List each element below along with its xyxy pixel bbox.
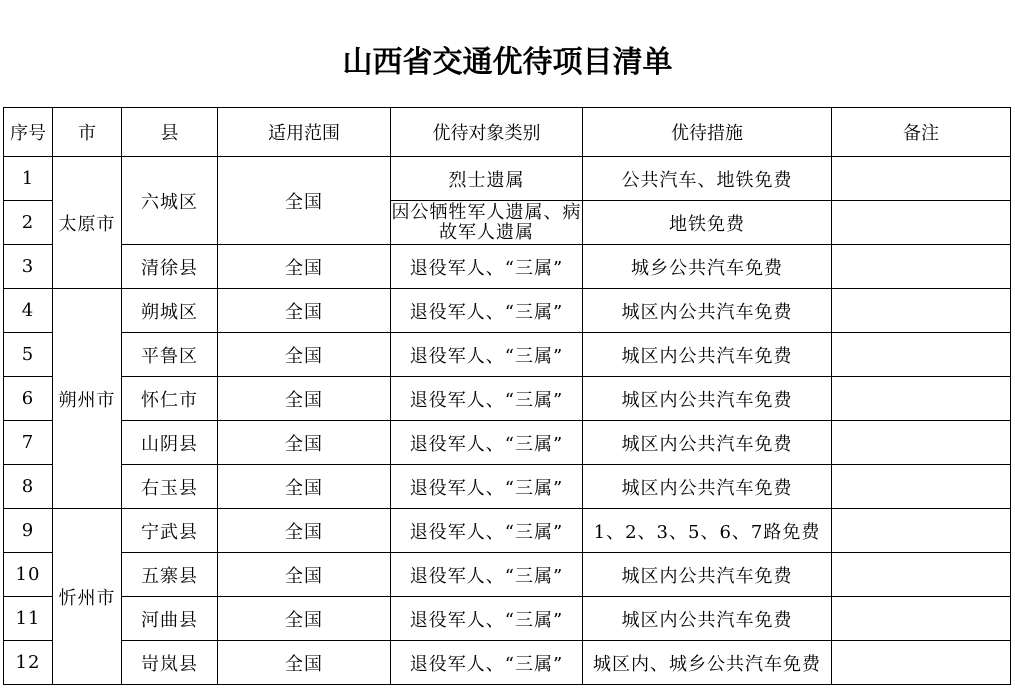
page-title: 山西省交通优待项目清单 <box>342 45 673 80</box>
scope-cell: 全国 <box>218 421 391 465</box>
table-row <box>4 553 1011 597</box>
note-cell <box>832 201 1011 245</box>
target-cell: 退役军人、“三属” <box>391 333 583 377</box>
target-cell: 退役军人、“三属” <box>391 553 583 597</box>
measure-cell: 城区内公共汽车免费 <box>583 333 832 377</box>
county-cell: 平鲁区 <box>122 333 218 377</box>
table-row <box>4 597 1011 641</box>
note-cell <box>832 157 1011 201</box>
county-cell: 清徐县 <box>122 245 218 289</box>
table-row <box>4 421 1011 465</box>
note-cell <box>832 465 1011 509</box>
county-cell: 六城区 <box>122 157 218 245</box>
measure-cell: 城区内公共汽车免费 <box>583 465 832 509</box>
benefits-table <box>3 107 1011 685</box>
target-cell: 退役军人、“三属” <box>391 377 583 421</box>
row-no: 9 <box>4 509 53 553</box>
row-no: 2 <box>4 201 53 245</box>
scope-cell: 全国 <box>218 377 391 421</box>
measure-cell: 城区内公共汽车免费 <box>583 377 832 421</box>
table-row <box>4 333 1011 377</box>
scope-cell: 全国 <box>218 465 391 509</box>
header-note: 备注 <box>832 108 1011 157</box>
target-cell: 退役军人、“三属” <box>391 245 583 289</box>
city-cell: 朔州市 <box>53 289 122 509</box>
header-city: 市 <box>53 108 122 157</box>
scope-cell: 全国 <box>218 597 391 641</box>
county-cell: 朔城区 <box>122 289 218 333</box>
target-cell: 因公牺牲军人遗属、病故军人遗属 <box>391 201 582 243</box>
row-no: 6 <box>4 377 53 421</box>
row-no: 5 <box>4 333 53 377</box>
note-cell <box>832 641 1011 685</box>
row-no: 8 <box>4 465 53 509</box>
county-cell: 河曲县 <box>122 597 218 641</box>
target-cell: 烈士遗属 <box>391 157 583 201</box>
city-cell: 忻州市 <box>53 509 122 685</box>
header-no: 序号 <box>4 108 53 157</box>
table-header-row <box>4 108 1011 157</box>
county-cell: 右玉县 <box>122 465 218 509</box>
scope-cell: 全国 <box>218 333 391 377</box>
row-no: 4 <box>4 289 53 333</box>
table-row <box>4 509 1011 553</box>
table-row <box>4 157 1011 201</box>
note-cell <box>832 421 1011 465</box>
measure-cell: 城区内公共汽车免费 <box>583 289 832 333</box>
measure-cell: 城区内公共汽车免费 <box>583 553 832 597</box>
row-no: 10 <box>4 553 53 597</box>
target-cell: 退役军人、“三属” <box>391 421 583 465</box>
header-county: 县 <box>122 108 218 157</box>
county-cell: 岢岚县 <box>122 641 218 685</box>
row-no: 12 <box>4 641 53 685</box>
county-cell: 山阴县 <box>122 421 218 465</box>
note-cell <box>832 333 1011 377</box>
scope-cell: 全国 <box>218 245 391 289</box>
measure-cell: 地铁免费 <box>583 201 832 245</box>
note-cell <box>832 553 1011 597</box>
row-no: 1 <box>4 157 53 201</box>
table-row <box>4 245 1011 289</box>
county-cell: 宁武县 <box>122 509 218 553</box>
measure-cell: 公共汽车、地铁免费 <box>583 157 832 201</box>
note-cell <box>832 289 1011 333</box>
note-cell <box>832 245 1011 289</box>
county-cell: 怀仁市 <box>122 377 218 421</box>
table-row <box>4 289 1011 333</box>
table-row <box>4 377 1011 421</box>
scope-cell: 全国 <box>218 289 391 333</box>
measure-cell: 城区内公共汽车免费 <box>583 597 832 641</box>
target-cell: 退役军人、“三属” <box>391 289 583 333</box>
target-cell: 退役军人、“三属” <box>391 641 583 685</box>
target-cell: 退役军人、“三属” <box>391 465 583 509</box>
measure-cell: 城乡公共汽车免费 <box>583 245 832 289</box>
measure-cell: 城区内公共汽车免费 <box>583 421 832 465</box>
measure-cell: 城区内、城乡公共汽车免费 <box>583 641 832 685</box>
note-cell <box>832 509 1011 553</box>
target-cell: 退役军人、“三属” <box>391 597 583 641</box>
scope-cell: 全国 <box>218 553 391 597</box>
scope-cell: 全国 <box>218 641 391 685</box>
note-cell <box>832 597 1011 641</box>
table-row <box>4 465 1011 509</box>
row-no: 7 <box>4 421 53 465</box>
county-cell: 五寨县 <box>122 553 218 597</box>
note-cell <box>832 377 1011 421</box>
scope-cell: 全国 <box>218 157 391 245</box>
target-cell: 退役军人、“三属” <box>391 509 583 553</box>
measure-cell: 1、2、3、5、6、7路免费 <box>583 509 832 553</box>
header-scope: 适用范围 <box>218 108 391 157</box>
row-no: 3 <box>4 245 53 289</box>
header-target: 优待对象类别 <box>391 108 583 157</box>
header-measure: 优待措施 <box>583 108 832 157</box>
row-no: 11 <box>4 597 53 641</box>
table-row <box>4 641 1011 685</box>
scope-cell: 全国 <box>218 509 391 553</box>
city-cell: 太原市 <box>53 157 122 289</box>
